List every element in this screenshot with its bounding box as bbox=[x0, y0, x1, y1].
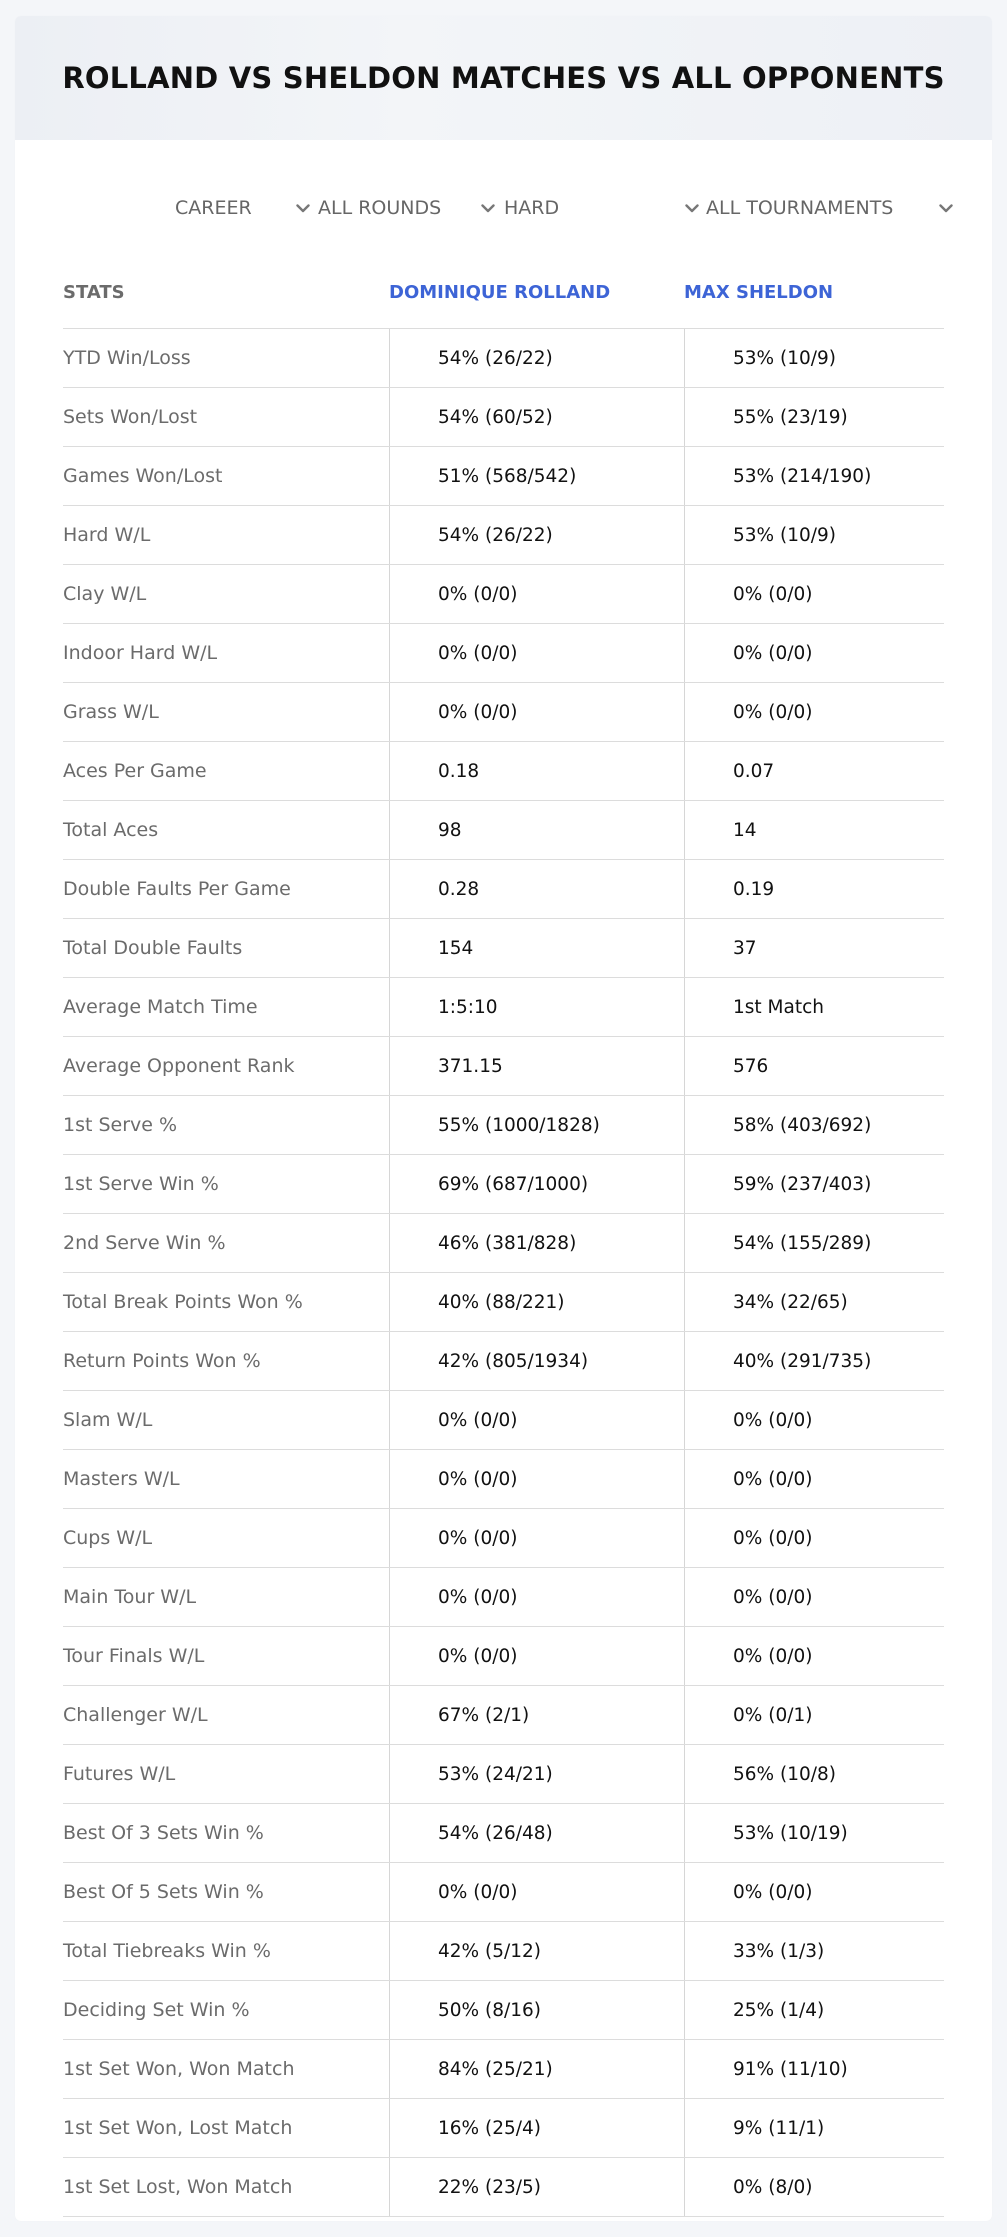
table-row bbox=[63, 2040, 944, 2099]
player-1-value: 0% (0/0) bbox=[390, 1568, 685, 1626]
stat-label: Tour Finals W/L bbox=[63, 1627, 390, 1685]
player-1-value: 50% (8/16) bbox=[390, 1981, 685, 2039]
player-1-value: 371.15 bbox=[390, 1037, 685, 1095]
table-row bbox=[63, 1686, 944, 1745]
player-2-value: 0% (0/0) bbox=[733, 1645, 813, 1667]
player-2-value: 53% (10/9) bbox=[733, 347, 836, 369]
stat-label: Futures W/L bbox=[63, 1745, 390, 1803]
player-1-value: 42% (805/1934) bbox=[390, 1332, 685, 1390]
player-1-value: 22% (23/5) bbox=[390, 2158, 685, 2216]
stat-label: 2nd Serve Win % bbox=[63, 1214, 390, 1272]
player-1-value: 40% (88/221) bbox=[390, 1273, 685, 1331]
player-2-value: 0% (0/0) bbox=[733, 1586, 813, 1608]
stat-label: YTD Win/Loss bbox=[63, 329, 390, 387]
table-row bbox=[63, 329, 944, 388]
table-row bbox=[63, 624, 944, 683]
stat-label: Masters W/L bbox=[63, 1450, 390, 1508]
stat-label: Total Break Points Won % bbox=[63, 1273, 390, 1331]
table-row bbox=[63, 683, 944, 742]
player-2-value: 55% (23/19) bbox=[733, 406, 848, 428]
player-2-value: 0% (0/1) bbox=[733, 1704, 813, 1726]
table-row bbox=[63, 447, 944, 506]
player-2-value: 0.07 bbox=[733, 760, 775, 782]
player-1-value: 154 bbox=[390, 919, 685, 977]
player-1-value: 54% (26/48) bbox=[390, 1804, 685, 1862]
table-header bbox=[63, 256, 944, 329]
table-row bbox=[63, 1922, 944, 1981]
stat-label: Grass W/L bbox=[63, 683, 390, 741]
player-2-value: 33% (1/3) bbox=[733, 1940, 825, 1962]
player-1-value: 69% (687/1000) bbox=[390, 1155, 685, 1213]
stat-label: Slam W/L bbox=[63, 1391, 390, 1449]
stats-table bbox=[63, 256, 944, 2217]
chevron-down-icon bbox=[936, 198, 956, 218]
player-2-value: 34% (22/65) bbox=[733, 1291, 848, 1313]
stat-label: Total Tiebreaks Win % bbox=[63, 1922, 390, 1980]
player-2-value: 0% (0/0) bbox=[733, 642, 813, 664]
player-1-value: 0% (0/0) bbox=[390, 1391, 685, 1449]
player-2-value: 0% (0/0) bbox=[733, 1527, 813, 1549]
player-2-value: 59% (237/403) bbox=[733, 1173, 872, 1195]
player-2-value: 40% (291/735) bbox=[733, 1350, 872, 1372]
table-row bbox=[63, 801, 944, 860]
table-row bbox=[63, 1568, 944, 1627]
table-row bbox=[63, 1391, 944, 1450]
stat-label: Hard W/L bbox=[63, 506, 390, 564]
stat-label: Aces Per Game bbox=[63, 742, 390, 800]
stat-label: Main Tour W/L bbox=[63, 1568, 390, 1626]
table-row bbox=[63, 1037, 944, 1096]
table-row bbox=[63, 860, 944, 919]
stat-label: Average Opponent Rank bbox=[63, 1037, 390, 1095]
player-2-value: 1st Match bbox=[733, 996, 824, 1018]
stat-label: Total Double Faults bbox=[63, 919, 390, 977]
table-row bbox=[63, 919, 944, 978]
player-2-value: 576 bbox=[733, 1055, 769, 1077]
surface-filter-select[interactable] bbox=[504, 188, 702, 228]
chevron-down-icon bbox=[682, 198, 702, 218]
table-row bbox=[63, 2158, 944, 2217]
table-row bbox=[63, 1450, 944, 1509]
filter-bar bbox=[15, 188, 992, 228]
tournaments-filter-select[interactable] bbox=[706, 188, 956, 228]
player-1-value: 53% (24/21) bbox=[390, 1745, 685, 1803]
player-1-value: 42% (5/12) bbox=[390, 1922, 685, 1980]
column-header-player-2[interactable]: MAX SHELDON bbox=[684, 281, 834, 303]
stat-label: Clay W/L bbox=[63, 565, 390, 623]
player-2-value: 0% (0/0) bbox=[733, 1881, 813, 1903]
page-title: ROLLAND VS SHELDON MATCHES VS ALL OPPONENTS bbox=[62, 61, 945, 95]
player-2-value: 58% (403/692) bbox=[733, 1114, 872, 1136]
player-1-value: 54% (60/52) bbox=[390, 388, 685, 446]
player-2-value: 0% (0/0) bbox=[733, 1468, 813, 1490]
player-2-value: 56% (10/8) bbox=[733, 1763, 836, 1785]
player-2-value: 91% (11/10) bbox=[733, 2058, 848, 2080]
player-1-value: 0% (0/0) bbox=[390, 683, 685, 741]
chevron-down-icon bbox=[478, 198, 498, 218]
player-1-value: 0.18 bbox=[390, 742, 685, 800]
player-2-value: 0% (0/0) bbox=[733, 1409, 813, 1431]
player-2-value: 54% (155/289) bbox=[733, 1232, 872, 1254]
career-filter-select[interactable] bbox=[175, 188, 313, 228]
rounds-filter-select[interactable] bbox=[318, 188, 498, 228]
player-2-value: 53% (10/19) bbox=[733, 1822, 848, 1844]
player-1-value: 54% (26/22) bbox=[390, 329, 685, 387]
stat-label: Best Of 3 Sets Win % bbox=[63, 1804, 390, 1862]
player-2-value: 0% (0/0) bbox=[733, 583, 813, 605]
player-1-value: 46% (381/828) bbox=[390, 1214, 685, 1272]
player-1-value: 84% (25/21) bbox=[390, 2040, 685, 2098]
table-row bbox=[63, 1155, 944, 1214]
table-row bbox=[63, 1863, 944, 1922]
stat-label: Average Match Time bbox=[63, 978, 390, 1036]
rounds-filter-value: ALL ROUNDS bbox=[318, 197, 442, 219]
table-row bbox=[63, 1981, 944, 2040]
column-header-player-1[interactable]: DOMINIQUE ROLLAND bbox=[389, 281, 611, 303]
stat-label: 1st Set Won, Lost Match bbox=[63, 2099, 390, 2157]
stat-label: Cups W/L bbox=[63, 1509, 390, 1567]
player-1-value: 0% (0/0) bbox=[390, 1509, 685, 1567]
stat-label: Challenger W/L bbox=[63, 1686, 390, 1744]
stat-label: Sets Won/Lost bbox=[63, 388, 390, 446]
player-2-value: 0.19 bbox=[733, 878, 775, 900]
player-1-value: 0% (0/0) bbox=[390, 624, 685, 682]
stats-card bbox=[15, 16, 992, 2221]
stat-label: Deciding Set Win % bbox=[63, 1981, 390, 2039]
player-1-value: 0% (0/0) bbox=[390, 1450, 685, 1508]
table-row bbox=[63, 388, 944, 447]
player-2-value: 53% (214/190) bbox=[733, 465, 872, 487]
table-row bbox=[63, 978, 944, 1037]
stat-label: Total Aces bbox=[63, 801, 390, 859]
player-1-value: 67% (2/1) bbox=[390, 1686, 685, 1744]
stat-label: Double Faults Per Game bbox=[63, 860, 390, 918]
table-row bbox=[63, 1273, 944, 1332]
player-1-value: 54% (26/22) bbox=[390, 506, 685, 564]
table-row bbox=[63, 565, 944, 624]
table-row bbox=[63, 506, 944, 565]
player-1-value: 16% (25/4) bbox=[390, 2099, 685, 2157]
table-body bbox=[63, 329, 944, 2217]
player-1-value: 0.28 bbox=[390, 860, 685, 918]
player-1-value: 98 bbox=[390, 801, 685, 859]
tournaments-filter-value: ALL TOURNAMENTS bbox=[706, 197, 894, 219]
player-2-value: 53% (10/9) bbox=[733, 524, 836, 546]
player-1-value: 51% (568/542) bbox=[390, 447, 685, 505]
table-row bbox=[63, 1627, 944, 1686]
table-row bbox=[63, 1096, 944, 1155]
table-row bbox=[63, 1745, 944, 1804]
table-row bbox=[63, 1509, 944, 1568]
stat-label: Indoor Hard W/L bbox=[63, 624, 390, 682]
player-1-value: 0% (0/0) bbox=[390, 1627, 685, 1685]
surface-filter-value: HARD bbox=[504, 197, 560, 219]
player-1-value: 0% (0/0) bbox=[390, 565, 685, 623]
player-2-value: 0% (8/0) bbox=[733, 2176, 813, 2198]
chevron-down-icon bbox=[293, 198, 313, 218]
stat-label: 1st Serve % bbox=[63, 1096, 390, 1154]
stat-label: 1st Set Lost, Won Match bbox=[63, 2158, 390, 2216]
column-header-stats: STATS bbox=[63, 281, 125, 303]
stat-label: Return Points Won % bbox=[63, 1332, 390, 1390]
career-filter-value: CAREER bbox=[175, 197, 252, 219]
player-1-value: 1:5:10 bbox=[390, 978, 685, 1036]
table-row bbox=[63, 742, 944, 801]
table-row bbox=[63, 1804, 944, 1863]
table-row bbox=[63, 1332, 944, 1391]
player-2-value: 0% (0/0) bbox=[733, 701, 813, 723]
stat-label: 1st Serve Win % bbox=[63, 1155, 390, 1213]
player-2-value: 9% (11/1) bbox=[733, 2117, 825, 2139]
player-1-value: 55% (1000/1828) bbox=[390, 1096, 685, 1154]
player-2-value: 25% (1/4) bbox=[733, 1999, 825, 2021]
player-1-value: 0% (0/0) bbox=[390, 1863, 685, 1921]
page-header bbox=[15, 16, 992, 140]
stat-label: Games Won/Lost bbox=[63, 447, 390, 505]
stat-label: 1st Set Won, Won Match bbox=[63, 2040, 390, 2098]
player-2-value: 14 bbox=[733, 819, 757, 841]
table-row bbox=[63, 1214, 944, 1273]
player-2-value: 37 bbox=[733, 937, 757, 959]
stat-label: Best Of 5 Sets Win % bbox=[63, 1863, 390, 1921]
table-row bbox=[63, 2099, 944, 2158]
